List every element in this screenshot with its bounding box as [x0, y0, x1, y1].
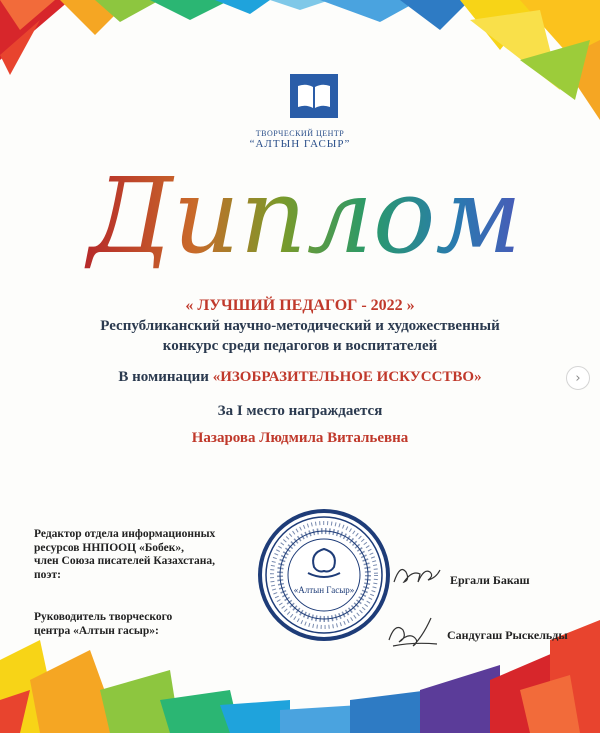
- contest-description-line2: конкурс среди педагогов и воспитателей: [162, 338, 438, 354]
- signature-2-icon: [383, 612, 443, 658]
- role-line: ресурсов ННПООЦ «Бобек»,: [34, 541, 184, 554]
- org-name: “АЛТЫН ГАСЫР”: [249, 138, 351, 150]
- diploma-title-text: Диплом: [88, 155, 522, 277]
- nomination-value: «ИЗОБРАЗИТЕЛЬНОЕ ИСКУССТВО»: [212, 369, 482, 385]
- chevron-right-icon: ›: [575, 370, 581, 386]
- nomination: [0, 369, 600, 386]
- book-logo-icon: [290, 74, 338, 118]
- seal-stamp-icon: [254, 505, 394, 645]
- signatory-name-1: Ергали Бакаш: [450, 573, 530, 587]
- signatory-role-2: [34, 611, 234, 638]
- signature-1-icon: [390, 556, 444, 592]
- diploma-title: [60, 140, 550, 290]
- contest-title: « ЛУЧШИЙ ПЕДАГОГ - 2022 »: [185, 297, 415, 314]
- role-line: член Союза писателей Казахстана,: [34, 555, 216, 567]
- signatory-role-1: [34, 528, 264, 582]
- signatory-name-2: Сандугаш Рыскельды: [447, 628, 568, 642]
- role-line: поэт:: [34, 568, 61, 581]
- award-text: За I место награждается: [217, 403, 383, 419]
- nomination-prefix: В номинации: [118, 369, 213, 385]
- recipient-name: Назарова Людмила Витальевна: [191, 430, 409, 446]
- org-subtitle: ТВОРЧЕСКИЙ ЦЕНТР: [255, 129, 345, 138]
- contest-description-line1: Республиканский научно-методический и художественный: [100, 318, 500, 334]
- role-line: Редактор отдела информационных: [34, 528, 216, 540]
- role-line: Руководитель творческого: [34, 611, 173, 623]
- seal-center-text: «Алтын Гасыр»: [293, 585, 355, 595]
- role-line: центра «Алтын гасыр»:: [34, 624, 159, 637]
- carousel-next-button[interactable]: [566, 366, 590, 390]
